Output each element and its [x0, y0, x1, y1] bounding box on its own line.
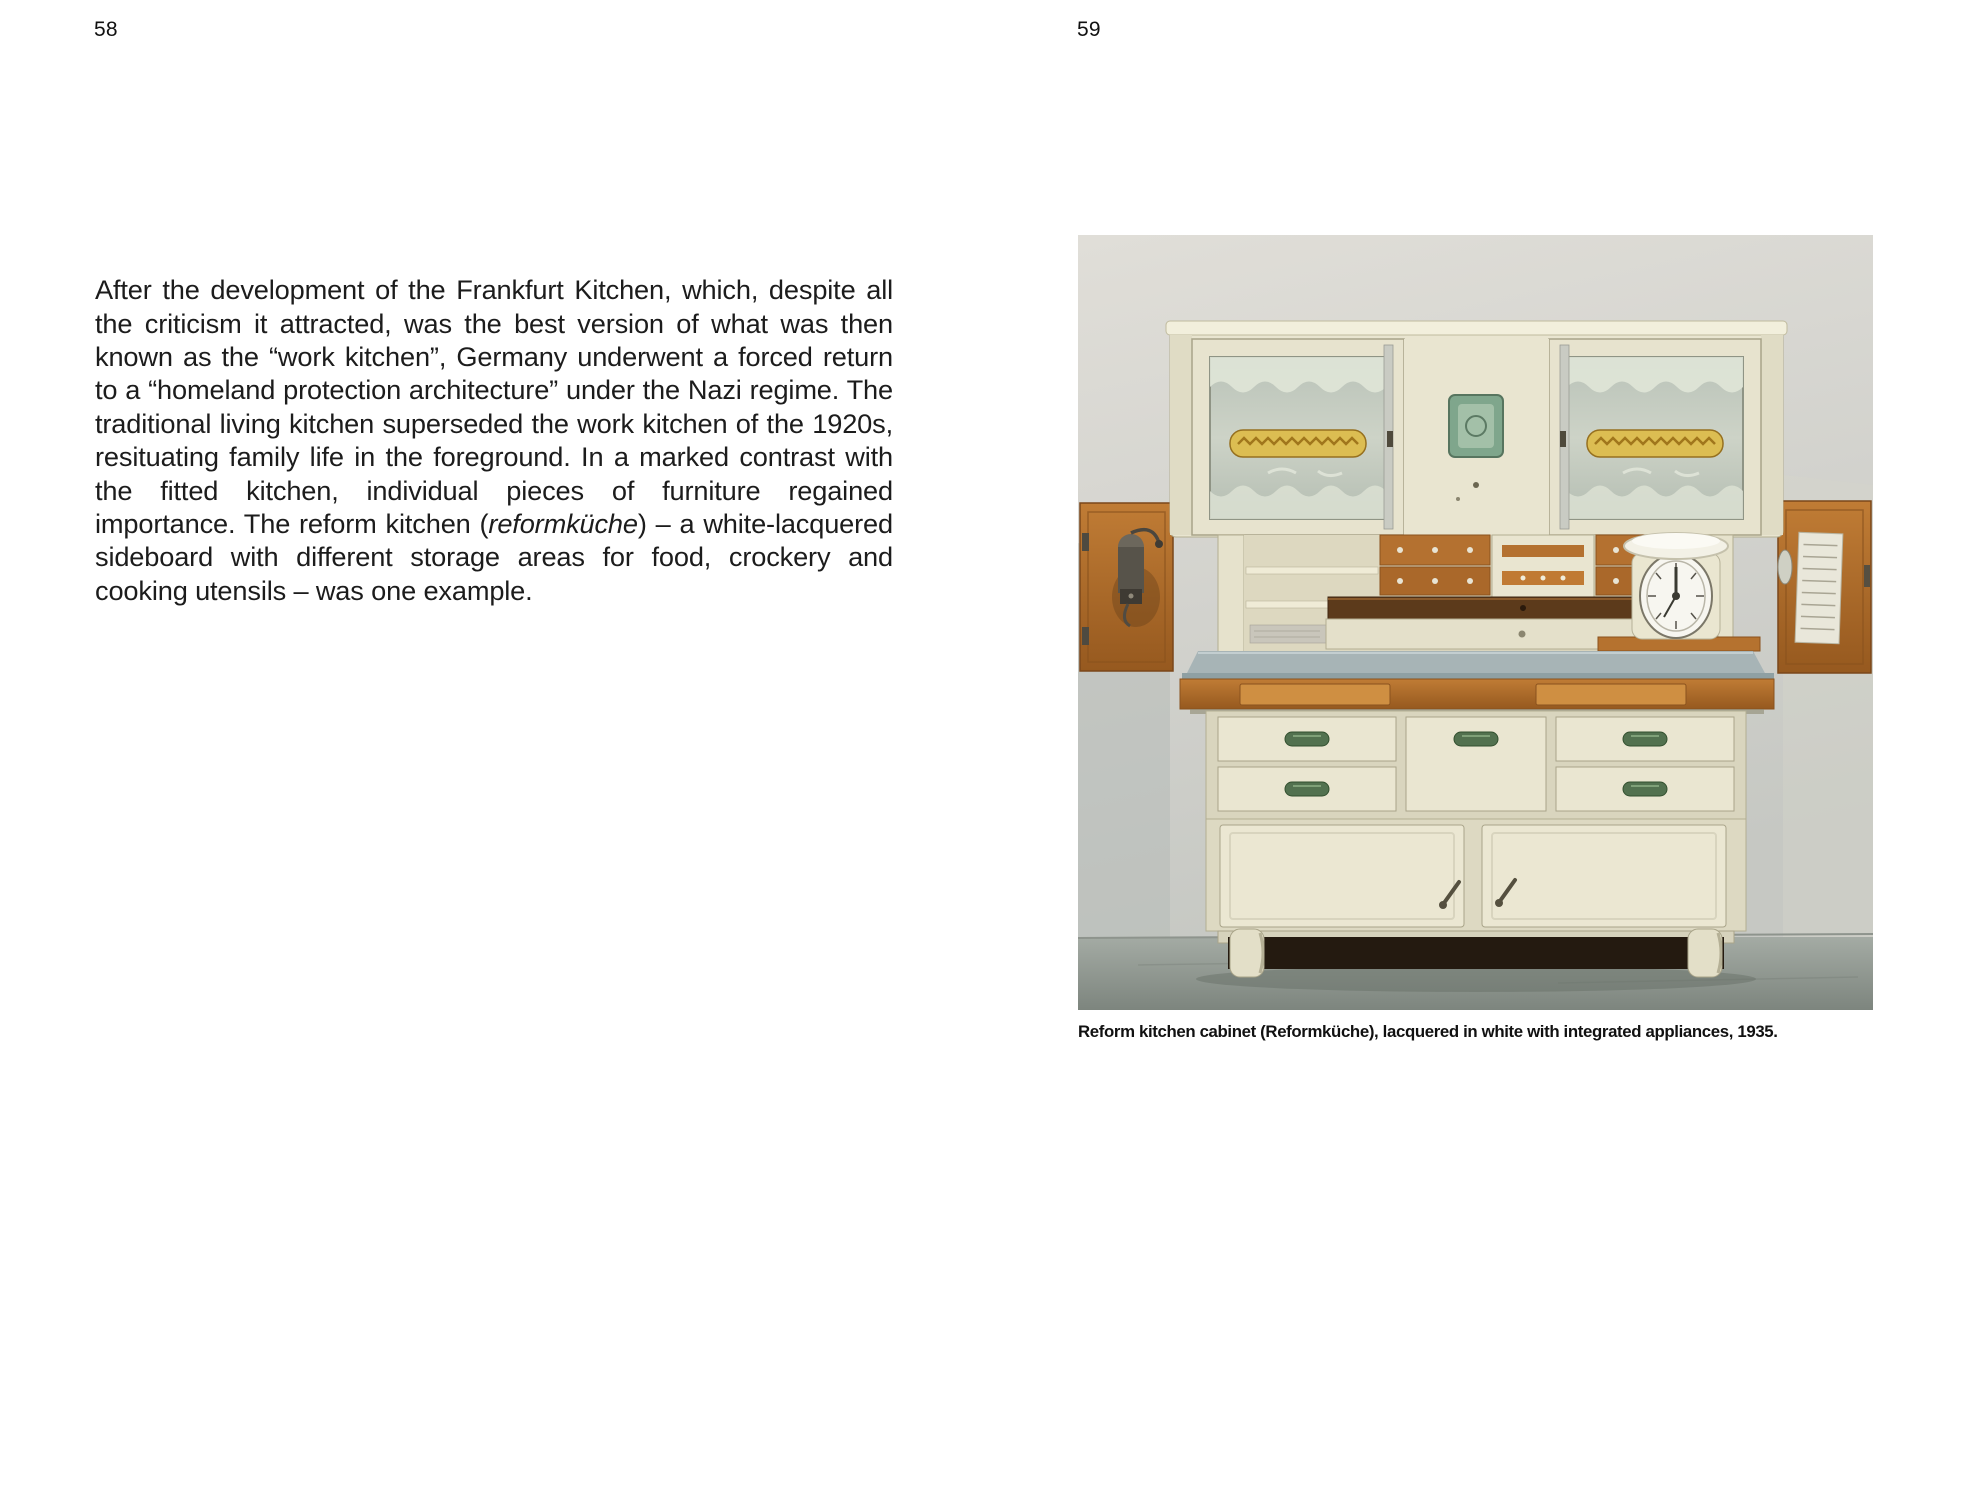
hutch [1166, 321, 1787, 537]
paragraph-italic-term: reformküche [488, 508, 638, 540]
body-paragraph [95, 273, 893, 607]
page-number-left: 58 [94, 18, 118, 41]
open-right-door [1778, 501, 1871, 673]
photo-caption: Reform kitchen cabinet (Reformküche), lacquered in white with integrated appliances, 1935. [1078, 1022, 1778, 1041]
recipe-chart [1795, 532, 1843, 643]
lower-doors [1206, 819, 1746, 931]
glass-door-right [1549, 339, 1761, 535]
open-left-door [1080, 503, 1173, 671]
glass-door-left [1192, 339, 1404, 535]
counter [1180, 651, 1774, 714]
page-number-right: 59 [1077, 18, 1101, 41]
paragraph-part-1: After the development of the Frankfurt Kitchen, which, despite all the criticism it attracted, was the best version of what was then known as the “work kitchen”, Germany underwent a forced return to a “homeland protection architecture” under the Nazi regime. The traditional living kitchen superseded the work kitchen of the 1920s, resituating family life in the foreground. In a marked contrast with the fitted kitchen, individual pieces of furniture regained importance. The reform kitchen ( [95, 274, 893, 540]
middle-section [1218, 533, 1760, 653]
hutch-centre-panel [1404, 339, 1549, 535]
cabinet-photo [1078, 235, 1873, 1010]
drawer-section [1206, 711, 1746, 819]
paragraph-part-3: ) – a white-lacquered sideboard with different storage areas for food, crockery and cooking utensils – was one example. [95, 508, 893, 606]
